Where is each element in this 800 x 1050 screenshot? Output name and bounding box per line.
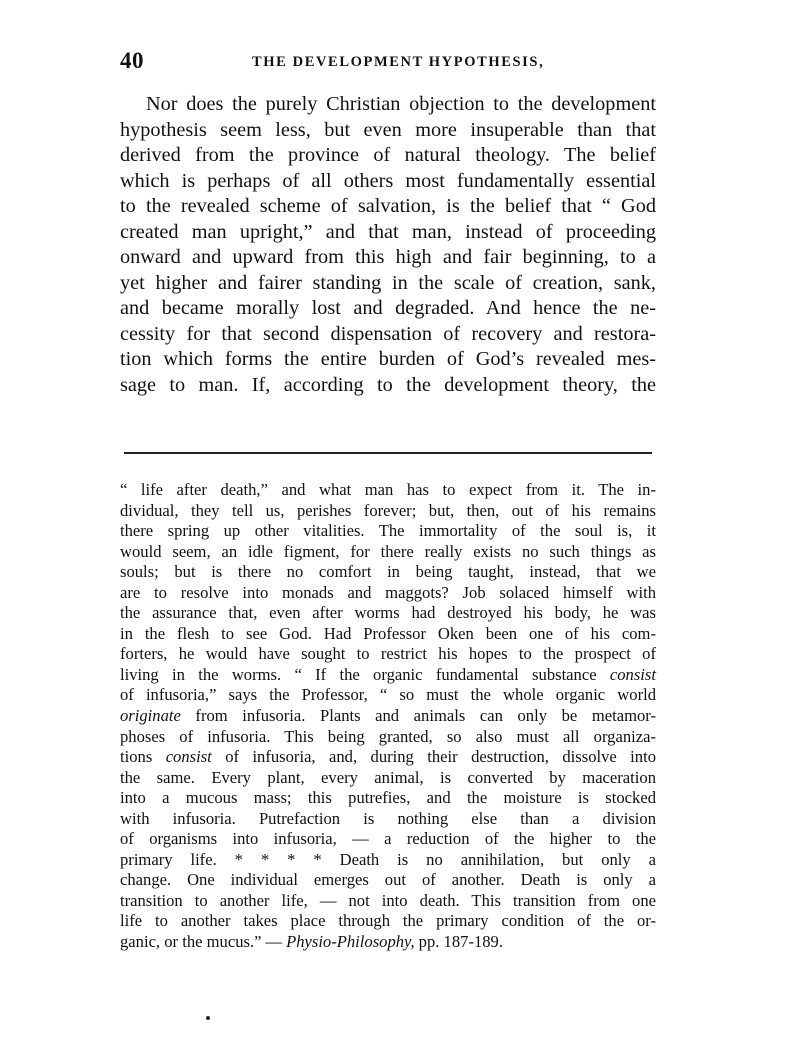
- citation-source: Physio-Philosophy,: [286, 932, 415, 952]
- footnote-line: tions consist of infusoria, and, during their destruction, dissolve into: [120, 747, 656, 767]
- body-line: and became morally lost and degraded. And hence the ne-: [120, 297, 656, 319]
- citation-pages: pp. 187-189.: [418, 932, 504, 952]
- footnote-line: primary life. * * * * Death is no annihilation, but only a: [120, 849, 656, 869]
- footnote-line: dividual, they tell us, perishes forever; but, then, out of his remains: [120, 500, 656, 520]
- body-line: Nor does the purely Christian objection to the development: [146, 93, 656, 115]
- footnote-line: originate from infusoria. Plants and animals can only be metamor-: [120, 706, 656, 726]
- footnote-line: transition to another life, — not into death. This transition from one: [120, 890, 656, 910]
- footnote-line: would seem, an idle figment, for there really exists no such things as: [120, 541, 656, 561]
- footnote-line: phoses of infusoria. This being granted, so also must all organiza-: [120, 726, 656, 746]
- footnote-line: there spring up other vitalities. The immortality of the soul is, it: [120, 521, 656, 541]
- body-line: created man upright,” and that man, instead of proceeding: [120, 220, 656, 243]
- citation-dash: —: [265, 932, 283, 952]
- footnote-text: ganic, or the mucus.”: [120, 932, 262, 952]
- body-line: hypothesis seem less, but even more insuperable than that: [120, 118, 656, 141]
- footnote-line: the assurance that, even after worms had destroyed his body, he was: [120, 603, 656, 623]
- footnote-line: the same. Every plant, every animal, is converted by maceration: [120, 767, 656, 787]
- footnote: [120, 480, 656, 953]
- body-line: tion which forms the entire burden of God’s revealed mes-: [120, 348, 656, 370]
- body-paragraph: [120, 92, 656, 398]
- body-line: cessity for that second dispensation of recovery and restora-: [120, 322, 656, 345]
- body-line: yet higher and fairer standing in the scale of creation, sank,: [120, 271, 656, 294]
- footnote-line: are to resolve into monads and maggots? Job solaced himself with: [120, 582, 656, 602]
- page-header: [120, 48, 660, 78]
- body-line: sage to man. If, according to the development theory, the: [120, 373, 656, 396]
- footnote-line: forters, he would have sought to restrict his hopes to the prospect of: [120, 644, 656, 664]
- footnote-line: living in the worms. “ If the organic fundamental substance consist: [120, 664, 656, 684]
- footnote-divider: [124, 452, 652, 454]
- footnote-line: with infusoria. Putrefaction is nothing else than a division: [120, 808, 656, 828]
- body-line: derived from the province of natural theology. The belief: [120, 144, 656, 166]
- page-number: 40: [120, 48, 144, 73]
- footnote-line: change. One individual emerges out of another. Death is only a: [120, 870, 656, 890]
- footnote-line: of infusoria,” says the Professor, “ so must the whole organic world: [120, 685, 656, 705]
- running-title: THE DEVELOPMENT HYPOTHESIS,: [252, 54, 545, 70]
- footnote-line: into a mucous mass; this putrefies, and the moisture is stocked: [120, 788, 656, 808]
- footnote-line: souls; but is there no comfort in being taught, instead, that we: [120, 562, 656, 582]
- footnote-line: [120, 932, 656, 953]
- footnote-line: life to another takes place through the primary condition of the or-: [120, 911, 656, 931]
- footnote-line: “ life after death,” and what man has to expect from it. The in-: [120, 480, 656, 499]
- footnote-line: in the flesh to see God. Had Professor Oken been one of his com-: [120, 623, 656, 643]
- stray-ink-dot: [206, 1016, 210, 1020]
- body-line: onward and upward from this high and fair beginning, to a: [120, 246, 656, 268]
- body-line: to the revealed scheme of salvation, is the belief that “ God: [120, 195, 656, 217]
- footnote-line: of organisms into infusoria, — a reduction of the higher to the: [120, 829, 656, 849]
- body-line: which is perhaps of all others most fundamentally essential: [120, 169, 656, 192]
